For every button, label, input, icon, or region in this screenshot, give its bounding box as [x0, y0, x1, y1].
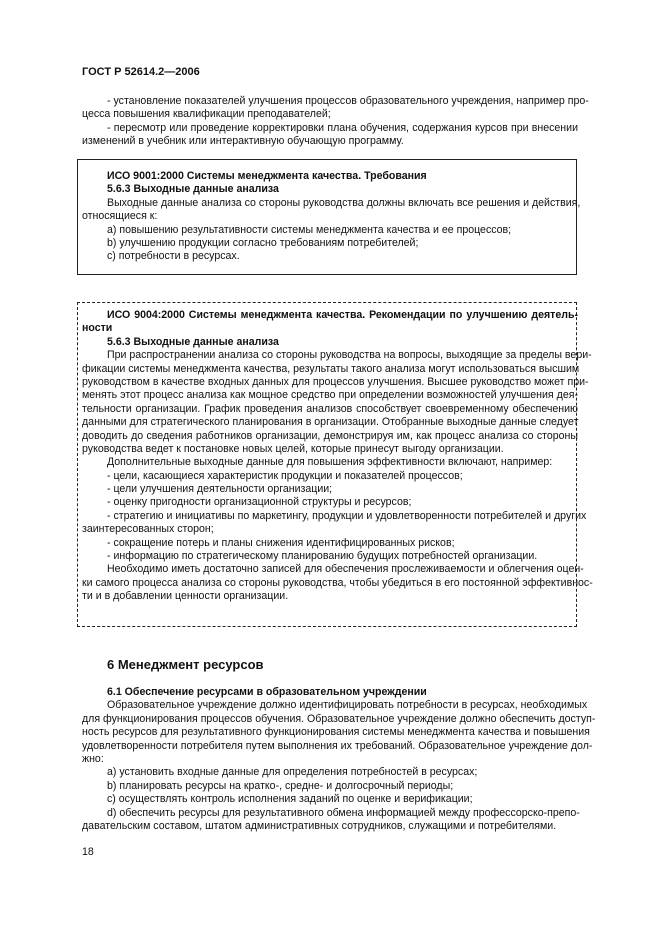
- text-line: - стратегию и инициативы по маркетингу, продукции и удовлетворенности потребителей и других: [107, 509, 587, 522]
- paragraph: [82, 95, 589, 122]
- text-line: ИСО 9004:2000 Системы менеджмента качества. Рекомендации по улучшению деятель-: [107, 309, 578, 321]
- text-line: Выходные данные анализа со стороны руководства должны включать все решения и действия,: [107, 196, 581, 209]
- text-line: ти и в добавлении ценности организации.: [82, 590, 289, 603]
- paragraph: [82, 563, 593, 603]
- text-line: При распространении анализа со стороны руководства на вопросы, выходящие за пределы вери-: [107, 349, 592, 362]
- text-line: 5.6.3 Выходные данные анализа: [107, 183, 279, 196]
- text-line: относящиеся к:: [82, 210, 158, 223]
- text-line: данными для стратегического планирования в организации. Отобранные выходные данные следует: [82, 416, 579, 429]
- text-line: удовлетворенности потребителя путем выполнения их требований. Образовательное учреждение дол-: [82, 739, 593, 752]
- section-heading: [82, 309, 578, 336]
- paragraph: [82, 456, 578, 469]
- section-6-title: 6 Менеджмент ресурсов: [107, 657, 264, 672]
- paragraph: [82, 349, 592, 456]
- text-line: ки самого процесса анализа со стороны руководства, чтобы убедиться в его постоянной эффективнос-: [82, 576, 593, 589]
- text-line: ИСО 9001:2000 Системы менеджмента качества. Требования: [107, 170, 427, 182]
- section-6-1: [82, 686, 596, 833]
- text-line: руководства ведет к постановке новых целей, которые принесут выгоду организации.: [82, 442, 504, 455]
- paragraph: [82, 766, 578, 779]
- paragraph: [82, 509, 587, 537]
- text-line: d) обеспечить ресурсы для результативного обмена информацией между профессорско-препо-: [107, 806, 580, 819]
- text-line: - цели, касающиеся характеристик продукции и показателей процессов;: [107, 469, 463, 482]
- paragraph: [82, 196, 581, 224]
- text-line: b) улучшению продукции согласно требованиям потребителей;: [107, 236, 419, 249]
- iso-9001-quote-box: [77, 159, 581, 275]
- text-line: ность ресурсов для результативного функционирования системы менеджмента качества и повышения: [82, 726, 590, 739]
- text-line: - сокращение потерь и планы снижения идентифицированных рисков;: [107, 536, 455, 549]
- text-line: a) повышению результативности системы менеджмента качества и ее процессов;: [107, 223, 512, 236]
- paragraph: [82, 470, 578, 483]
- text-line: c) осуществлять контроль исполнения заданий по оценке и верификации;: [107, 793, 473, 806]
- paragraph: [82, 250, 578, 263]
- paragraph: [82, 122, 578, 149]
- text-line: 5.6.3 Выходные данные анализа: [107, 335, 279, 348]
- text-line: доводить до сведения работников организации, демонстрируя им, как процесс анализа со стороны: [82, 429, 578, 442]
- text-line: руководством в качестве входных данных для процессов улучшения. Высшее руководство может при-: [82, 375, 589, 388]
- text-line: c) потребности в ресурсах.: [107, 250, 240, 263]
- text-line: 6.1 Обеспечение ресурсами в образовательном учреждении: [107, 686, 427, 698]
- iso-9001-quote-text: [82, 170, 581, 264]
- section-heading: [82, 336, 578, 349]
- paragraph: [82, 699, 596, 766]
- section-heading: [82, 183, 578, 196]
- iso-9004-quote-text: [82, 309, 593, 604]
- intro-paragraphs: [82, 95, 589, 149]
- text-line: - установление показателей улучшения процессов образовательного учреждения, например про-: [107, 95, 589, 107]
- text-line: давательским составом, штатом административных сотрудников, служащими и потребителями.: [82, 819, 557, 832]
- paragraph: [82, 483, 578, 496]
- text-line: - информацию по стратегическому планированию будущих потребностей организации.: [107, 550, 538, 563]
- text-line: - оценку пригодности организационной структуры и ресурсов;: [107, 496, 412, 509]
- paragraph: [82, 550, 578, 563]
- text-line: b) планировать ресурсы на кратко-, средне- и долгосрочный периоды;: [107, 779, 454, 792]
- paragraph: [82, 237, 578, 250]
- text-line: цесса повышения квалификации преподавателей;: [82, 108, 331, 121]
- paragraph: [82, 224, 578, 237]
- text-line: тельности организации. График проведения анализов способствует своевременному обеспечению: [82, 402, 578, 415]
- text-line: - пересмотр или проведение корректировки плана обучения, содержания курсов при внесении: [107, 121, 578, 134]
- paragraph: [82, 793, 578, 806]
- text-line: жно:: [82, 752, 104, 765]
- text-line: a) установить входные данные для определения потребностей в ресурсах;: [107, 766, 478, 779]
- iso-9004-quote-box: [77, 302, 593, 627]
- section-heading: [82, 170, 578, 183]
- text-line: для функционирования процессов обучения. Образовательное учреждение должно обеспечить доступ-: [82, 712, 596, 725]
- paragraph: [82, 807, 578, 834]
- text-line: менять этот процесс анализа как мощное средство при определении возможностей улучшения дея-: [82, 389, 578, 402]
- text-line: Образовательное учреждение должно идентифицировать потребности в ресурсах, необходимых: [107, 699, 588, 712]
- paragraph: [82, 496, 578, 509]
- text-line: Необходимо иметь достаточно записей для обеспечения прослеживаемости и облегчения оцен-: [107, 563, 584, 576]
- section-heading: [82, 686, 578, 699]
- text-line: изменений в учебник или интерактивную обучающую программу.: [82, 135, 404, 148]
- document-header: ГОСТ Р 52614.2—2006: [82, 66, 200, 78]
- text-line: заинтересованных сторон;: [82, 523, 214, 536]
- text-line: фикации системы менеджмента качества, результаты такого анализа могут использоваться высшим: [82, 362, 580, 375]
- text-line: Дополнительные выходные данные для повышения эффективности включают, например:: [107, 456, 553, 469]
- text-line: ности: [82, 322, 113, 335]
- paragraph: [82, 780, 578, 793]
- text-line: - цели улучшения деятельности организации;: [107, 483, 333, 496]
- paragraph: [82, 537, 578, 550]
- page-number: 18: [82, 846, 94, 858]
